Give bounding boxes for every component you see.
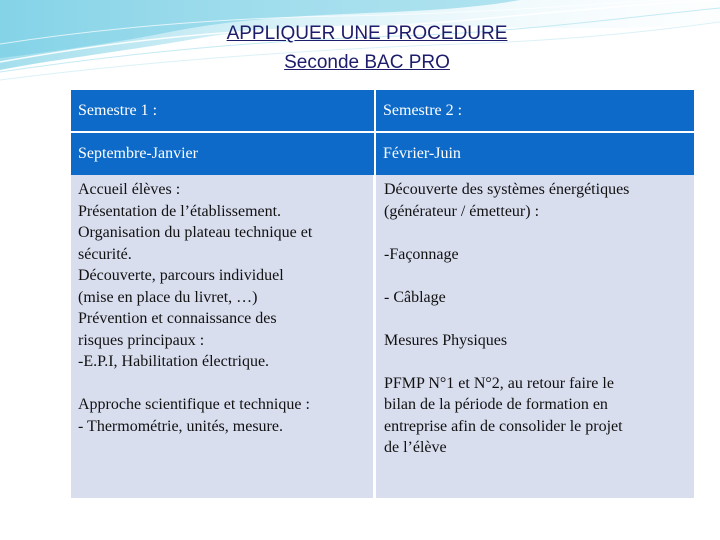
slide-subtitle: Seconde BAC PRO xyxy=(284,52,450,73)
slide-title: APPLIQUER UNE PROCEDURE xyxy=(226,23,508,44)
semester-2-text-line: PFMP N°1 et N°2, au retour faire le xyxy=(384,374,614,392)
semester-1-text-line: risques principaux : xyxy=(78,331,205,349)
program-table xyxy=(71,90,694,498)
semester-1-period: Septembre-Janvier xyxy=(71,133,376,175)
semester-1-text-line: Accueil élèves : xyxy=(78,181,181,198)
semester-2-text-line: -Façonnage xyxy=(384,245,459,263)
semester-2-text-line: Découverte des systèmes énergétiques xyxy=(384,181,630,198)
semester-1-text-line: sécurité. xyxy=(78,245,132,263)
semester-1-text-line: Présentation de l’établissement. xyxy=(78,202,282,220)
semester-1-header: Semestre 1 : xyxy=(71,90,376,133)
semester-1-text-line: Prévention et connaissance des xyxy=(78,310,277,327)
semester-1-text-line: Découverte, parcours individuel xyxy=(78,267,284,284)
semester-2-text-line: (générateur / émetteur) : xyxy=(384,202,540,220)
semester-1-text-line: Approche scientifique et technique : xyxy=(78,396,310,413)
semester-2-period: Février-Juin xyxy=(376,133,694,175)
semester-1-content xyxy=(71,175,376,498)
semester-2-text-line: entreprise afin de consolider le projet xyxy=(384,417,623,435)
semester-2-header: Semestre 2 : xyxy=(376,90,694,133)
semester-2-text-line: Mesures Physiques xyxy=(384,331,508,349)
blank-line xyxy=(384,222,694,244)
semester-1-text-line: - Thermométrie, unités, mesure. xyxy=(78,417,283,435)
semester-1-text-line: Organisation du plateau technique et xyxy=(78,224,313,241)
semester-1-text-line: -E.P.I, Habilitation électrique. xyxy=(78,353,270,370)
semester-1-text-line: (mise en place du livret, …) xyxy=(78,288,258,306)
blank-line xyxy=(384,351,694,373)
semester-2-text-line: bilan de la période de formation en xyxy=(384,396,608,413)
semester-2-content xyxy=(376,175,694,498)
blank-line xyxy=(384,265,694,287)
semester-2-text-line: de l’élève xyxy=(384,439,447,456)
blank-line xyxy=(384,308,694,330)
blank-line xyxy=(78,373,373,395)
semester-2-text-line: - Câblage xyxy=(384,288,446,306)
